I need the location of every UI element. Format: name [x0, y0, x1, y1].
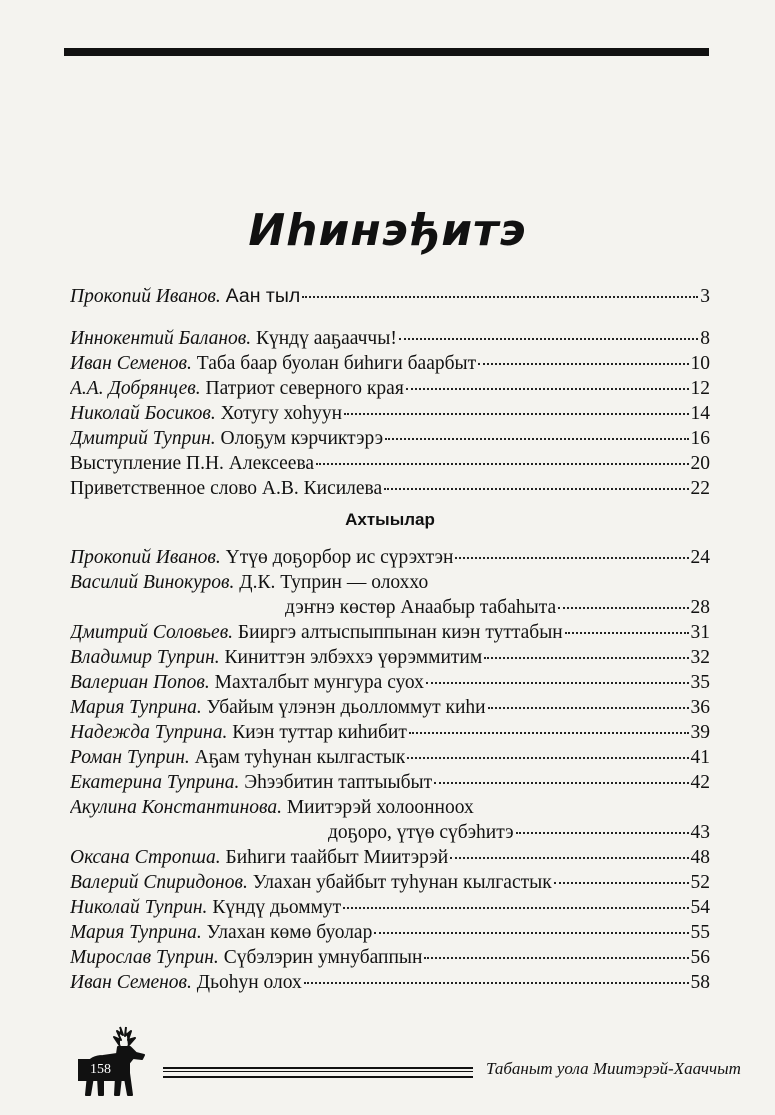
entry-title: Киэн туттар киһибит — [232, 722, 407, 743]
dot-leader — [343, 907, 688, 909]
dot-leader — [399, 338, 698, 340]
entry-author: Екатерина Туприна. — [70, 772, 240, 793]
entry-title: Улахан көмө буолар — [206, 922, 373, 943]
dot-leader — [316, 463, 688, 465]
dot-leader — [407, 757, 688, 759]
entry-page: 28 — [690, 597, 710, 618]
entry-title: Патриот северного края — [205, 378, 404, 399]
dot-leader — [409, 732, 689, 734]
toc-entry — [70, 847, 710, 872]
running-title: Табаныт уола Миитэрэй-Хааччыт — [486, 1059, 741, 1078]
entry-author: Прокопий Иванов. — [70, 286, 221, 307]
toc-entry — [70, 747, 710, 772]
toc-entry — [70, 285, 710, 310]
dot-leader — [344, 413, 688, 415]
toc-entry — [70, 822, 710, 847]
dot-leader — [424, 957, 688, 959]
entry-title: Д.К. Туприн — олоххо — [239, 572, 429, 593]
toc-entry — [70, 622, 710, 647]
entry-title: Бииргэ алтыспыппынан киэн туттабын — [237, 622, 563, 643]
entry-title: Күндү ааҕааччы! — [255, 328, 397, 349]
entry-page: 10 — [690, 353, 710, 374]
entry-title: Дьоһун олох — [196, 972, 302, 993]
entry-title: Выступление П.Н. Алексеева — [70, 453, 315, 474]
toc-entry — [70, 478, 710, 503]
entry-title: дэҥнэ көстөр Анаабыр табаһыта — [285, 597, 557, 618]
entry-author: Мария Туприна. — [70, 697, 202, 718]
entry-author: Оксана Стропша. — [70, 847, 221, 868]
dot-leader — [426, 682, 689, 684]
entry-title: Эһээбитин таптыыбыт — [244, 772, 433, 793]
toc-entry — [70, 797, 710, 822]
entry-page: 3 — [700, 286, 710, 307]
entry-page: 14 — [690, 403, 710, 424]
table-of-contents — [70, 285, 710, 997]
entry-title: Приветственное слово А.В. Кисилева — [70, 478, 383, 499]
toc-entry — [70, 403, 710, 428]
entry-page: 43 — [690, 822, 710, 843]
entry-page: 54 — [690, 897, 710, 918]
page-number: 158 — [90, 1062, 111, 1077]
dot-leader — [434, 782, 688, 784]
entry-title: Күндү дьоммут — [212, 897, 342, 918]
entry-author: Василий Винокуров. — [70, 572, 235, 593]
entry-page: 24 — [690, 547, 710, 568]
entry-page: 36 — [690, 697, 710, 718]
toc-entry — [70, 353, 710, 378]
toc-main-list — [70, 285, 710, 503]
entry-page: 32 — [690, 647, 710, 668]
entry-title: Таба баар буолан биһиги баарбыт — [196, 353, 477, 374]
entry-title: Улахан убайбыт туһунан кылгастык — [252, 872, 552, 893]
toc-entry — [70, 922, 710, 947]
toc-entry — [70, 897, 710, 922]
entry-page: 31 — [690, 622, 710, 643]
entry-page: 22 — [690, 478, 710, 499]
entry-title: Убайым үлэнэн дьолломмут киһи — [206, 697, 486, 718]
dot-leader — [516, 832, 689, 834]
entry-page: 12 — [690, 378, 710, 399]
toc-entry — [70, 947, 710, 972]
toc-entry — [70, 872, 710, 897]
entry-page: 55 — [690, 922, 710, 943]
entry-author: Николай Туприн. — [70, 897, 208, 918]
toc-entry — [70, 453, 710, 478]
entry-author: А.А. Добрянцев. — [70, 378, 201, 399]
dot-leader — [478, 363, 688, 365]
entry-page: 41 — [690, 747, 710, 768]
dot-leader — [565, 632, 689, 634]
entry-page: 8 — [700, 328, 710, 349]
toc-entry — [70, 672, 710, 697]
dot-leader — [455, 557, 688, 559]
entry-page: 42 — [690, 772, 710, 793]
entry-author: Иннокентий Баланов. — [70, 328, 252, 349]
page-footer — [68, 1025, 741, 1100]
dot-leader — [450, 857, 688, 859]
entry-author: Владимир Туприн. — [70, 647, 220, 668]
entry-title: Хотугу хоһуун — [220, 403, 343, 424]
entry-page: 39 — [690, 722, 710, 743]
entry-title: Олоҕум кэрчиктэрэ — [220, 428, 384, 449]
entry-author: Иван Семенов. — [70, 353, 192, 374]
entry-title: Биһиги таайбыт Миитэрэй — [225, 847, 449, 868]
entry-author: Дмитрий Соловьев. — [70, 622, 234, 643]
dot-leader — [484, 657, 688, 659]
entry-page: 52 — [690, 872, 710, 893]
entry-page: 58 — [690, 972, 710, 993]
entry-author: Николай Босиков. — [70, 403, 216, 424]
entry-title: Аан тыл — [225, 285, 301, 307]
toc-entry — [70, 722, 710, 747]
entry-title: Киниттэн элбэххэ үөрэммитим — [224, 647, 483, 668]
dot-leader — [384, 488, 688, 490]
entry-title: Миитэрэй холоонноох — [286, 797, 474, 818]
entry-author: Надежда Туприна. — [70, 722, 228, 743]
top-rule — [64, 48, 709, 56]
footer-rule — [163, 1067, 473, 1078]
toc-memoirs-list — [70, 547, 710, 997]
entry-title: Сүбэлэрин умнубаппын — [223, 947, 423, 968]
page-title: Иhинэђитэ — [248, 205, 527, 256]
entry-author: Мария Туприна. — [70, 922, 202, 943]
entry-page: 16 — [690, 428, 710, 449]
dot-leader — [554, 882, 689, 884]
entry-author: Валериан Попов. — [70, 672, 210, 693]
entry-author: Мирослав Туприн. — [70, 947, 219, 968]
entry-author: Прокопий Иванов. — [70, 547, 221, 568]
entry-page: 48 — [690, 847, 710, 868]
toc-entry — [70, 572, 710, 597]
entry-page: 35 — [690, 672, 710, 693]
toc-entry — [70, 697, 710, 722]
entry-title: Махталбыт мунгура суох — [214, 672, 424, 693]
toc-entry — [70, 597, 710, 622]
dot-leader — [385, 438, 688, 440]
entry-title: Үтүө доҕорбор ис сүрэхтэн — [225, 547, 454, 568]
entry-author: Иван Семенов. — [70, 972, 192, 993]
toc-entry — [70, 378, 710, 403]
dot-leader — [558, 607, 688, 609]
entry-author: Валерий Спиридонов. — [70, 872, 248, 893]
entry-author: Роман Туприн. — [70, 747, 190, 768]
dot-leader — [302, 296, 698, 298]
entry-page: 20 — [690, 453, 710, 474]
entry-author: Акулина Константинова. — [70, 797, 282, 818]
entry-page: 56 — [690, 947, 710, 968]
entry-author: Дмитрий Туприн. — [70, 428, 216, 449]
toc-entry — [70, 772, 710, 797]
toc-entry — [70, 328, 710, 353]
toc-entry — [70, 972, 710, 997]
toc-entry — [70, 647, 710, 672]
entry-title: Аҕам туһунан кылгастык — [194, 747, 406, 768]
section-heading: Ахтыылар — [345, 510, 435, 529]
reindeer-icon — [68, 1025, 158, 1100]
toc-entry — [70, 547, 710, 572]
dot-leader — [488, 707, 689, 709]
dot-leader — [304, 982, 689, 984]
dot-leader — [406, 388, 689, 390]
dot-leader — [374, 932, 688, 934]
entry-title: доҕоро, үтүө сүбэһитэ — [328, 822, 514, 843]
toc-entry — [70, 428, 710, 453]
